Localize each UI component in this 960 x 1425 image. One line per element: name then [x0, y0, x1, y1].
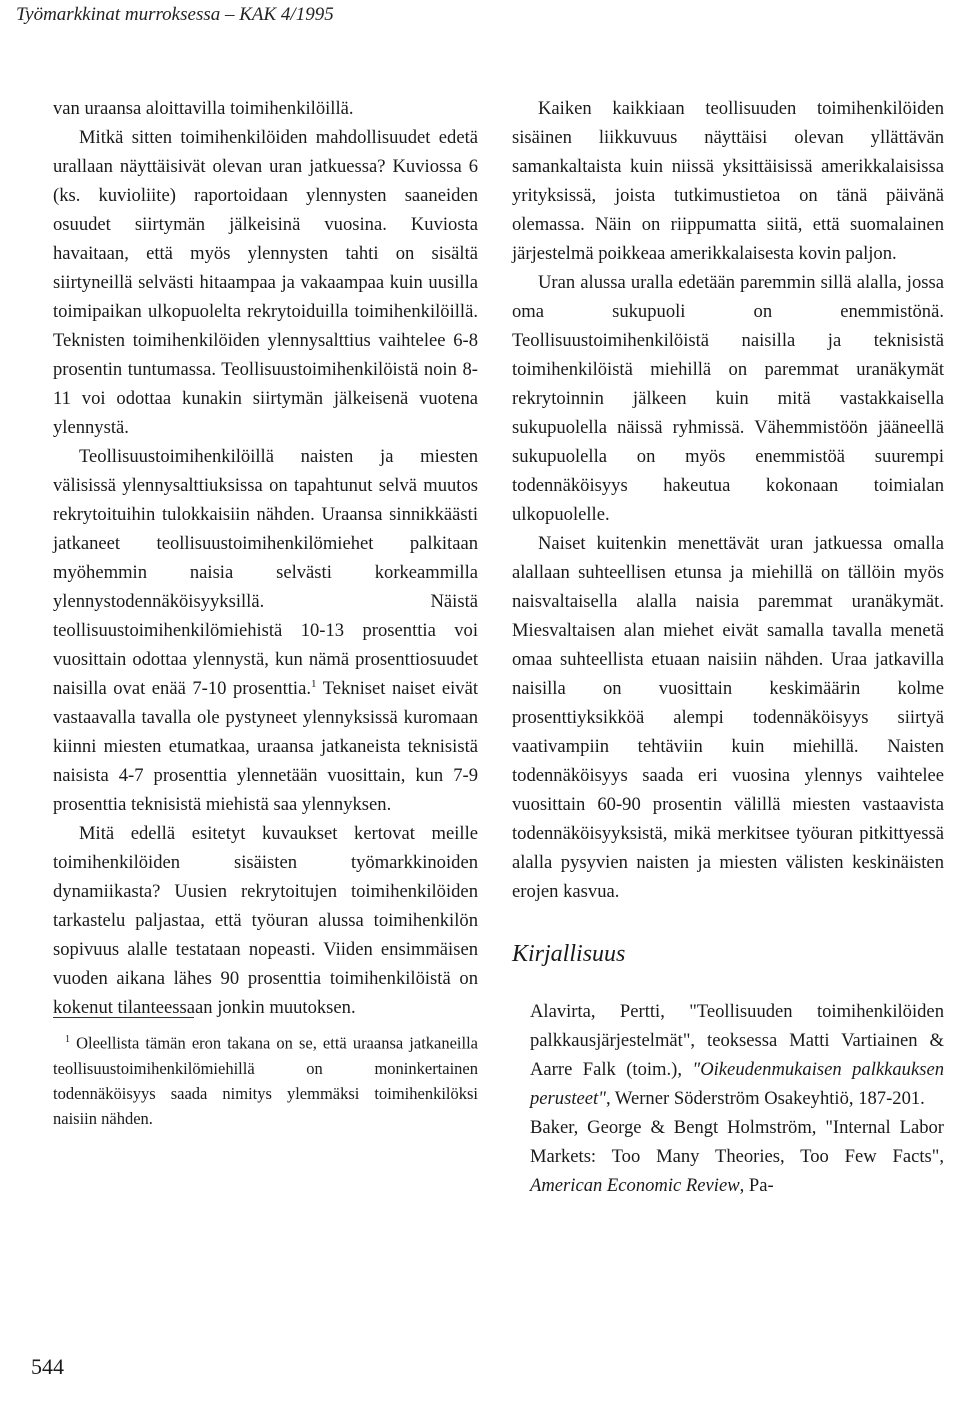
reference-text: Baker, George & Bengt Holmström, "Internal Labor Markets: Too Many Theories, Too Few Facts",: [530, 1117, 944, 1167]
footnote-divider: [53, 1017, 194, 1018]
reference-tail: , Werner Söderström Osakeyhtiö, 187-201.: [605, 1088, 925, 1109]
paragraph: Naiset kuitenkin menettävät uran jatkuessa omalla alallaan suhteellisen etunsa ja miehillä on tällöin myös naisvaltaisella alalla naisia paremmat uranäkymät. Miesvaltaisen alan miehet eivät samalla tavalla menetä omaa suhteellista etuaan naisiin nähden. Uraa jatkavilla naisilla on vuosittain keskimäärin kolme prosenttiyksikköä alempi todennäköisyys siirtyä vaativampiin tehtäviin kuin miehillä. Naisten todennäköisyys saada eri vuosina ylennys vaihtelee vuosittain 60-90 prosentin välillä miesten vastaavista todennäköisyyksistä, mikä merkitsee työuran pitkittyessä alalla pysyvien naisten ja miesten välisten keskinäisten erojen kasvua.: [512, 533, 944, 902]
paragraph: Mitä edellä esitetyt kuvaukset kertovat meille toimihenkilöiden sisäisten työmarkkinoiden dynamiikasta? Uusien rekrytoitujen toimihenkilöiden tarkastelu paljastaa, että työuran alussa toimihenkilön sopivuus alalle testataan nopeasti. Viiden ensimmäisen vuoden aikana lähes 90 prosenttia toimihenkilöistä on kokenut tilanteessaan jonkin muutoksen.: [53, 823, 478, 1018]
reference-item: [512, 997, 944, 1113]
page-number: 544: [31, 1354, 64, 1379]
paragraph: [53, 442, 478, 819]
footnote-reference: 1: [310, 677, 317, 690]
paragraph: Kaiken kaikkiaan teollisuuden toimihenkilöiden sisäinen liikkuvuus näyttäisi olevan yllättävän samankaltaista kuin niissä yksittäisissä amerikkalaisissa yrityksissä, joista tutkimustietoa on tänä päivänä olemassa. Näin on riippumatta siitä, että suomalainen järjestelmä poikkeaa amerikkalaisesta kovin paljon.: [512, 98, 944, 264]
left-column: [53, 94, 478, 1022]
footnote: [53, 1027, 478, 1131]
paragraph: Uran alussa uralla edetään paremmin sillä alalla, jossa oma sukupuoli on enemmistönä. Teollisuustoimihenkilöistä naisilla ja teknisistä toimihenkilöistä miehillä on paremmat uranäkymät rekrytoinnin jälkeen kuin mitä vastakkaisella sukupuolella näissä ryhmissä. Vähemmistöön jääneellä sukupuolella on myös enemmistöä suurempi todennäköisyys hakeutua kokonaan toimialan ulkopuolelle.: [512, 272, 944, 525]
running-head: Työmarkkinat murroksessa – KAK 4/1995: [16, 4, 334, 25]
footnote-text: Oleellista tämän eron takana on se, että uraansa jatkaneilla teollisuustoimihenkilömiehillä on moninkertainen todennäköisyys saada nimitys ylemmäksi toimihenkilöksi naisiin nähden.: [53, 1033, 479, 1128]
paragraph: van uraansa aloittavilla toimihenkilöillä.: [53, 98, 354, 119]
reference-item: [512, 1113, 944, 1200]
paragraph-text: Teollisuustoimihenkilöillä naisten ja miesten välisissä ylennysalttiuksissa on tapahtunut selvä muutos rekrytoituihin tulokkaisiin nähden. Uraansa sinnikkäästi jatkaneet teollisuustoimihenkilömiehet palkitaan myöhemmin naisia selvästi korkeammilla ylennystodennäköisyyksillä. Näistä teollisuustoimihenkilömiehistä 10-13 prosenttia voi vuosittain odottaa ylennystä, kun nämä prosenttiosuudet naisilla ovat enää 7-10 prosenttia.: [53, 446, 478, 699]
reference-tail: , Pa-: [739, 1175, 774, 1196]
paragraph: Mitkä sitten toimihenkilöiden mahdollisuudet edetä urallaan näyttäisivät olevan uran jatkuessa? Kuviossa 6 (ks. kuvioliite) raportoidaan ylennysten saaneiden osuudet siirtymän jälkeisinä vuosina. Kuviosta havaitaan, että myös ylennysten tahti on sisältä siirtyneillä selvästi hitaampaa ja vakaampaa kuin uusilla toimipaikan ulkopuolelta rekrytoiduilla toimihenkilöillä. Teknisten toimihenkilöiden ylennysalttius vaihtelee 6-8 prosentin tuntumassa. Teollisuustoimihenkilöistä noin 8-11 voi odottaa kunakin siirtymän jälkeisenä vuotena ylennystä.: [53, 127, 478, 438]
paragraph-text: Tekniset naiset eivät vastaavalla tavalla ole pystyneet ylennyksissä kuromaan kiinni miesten etumatkaa, uraansa jatkaneista teknisistä naisista 4-7 prosenttia ylennetään vuosittain, kun 7-9 prosenttia teknisistä miehistä saa ylennyksen.: [53, 678, 478, 815]
reference-text: Alavirta, Pertti, "Teollisuuden toimihenkilöiden palkkausjärjestelmät", teoksessa Matti Vartiainen & Aarre Falk (toim.),: [530, 1001, 944, 1080]
reference-title: "Oikeudenmukaisen palkkauksen perusteet": [530, 1059, 944, 1109]
reference-title: American Economic Review: [530, 1175, 740, 1196]
section-heading: Kirjallisuus: [512, 941, 626, 967]
right-column: [512, 94, 944, 1200]
footnote-mark: 1: [65, 1034, 70, 1045]
